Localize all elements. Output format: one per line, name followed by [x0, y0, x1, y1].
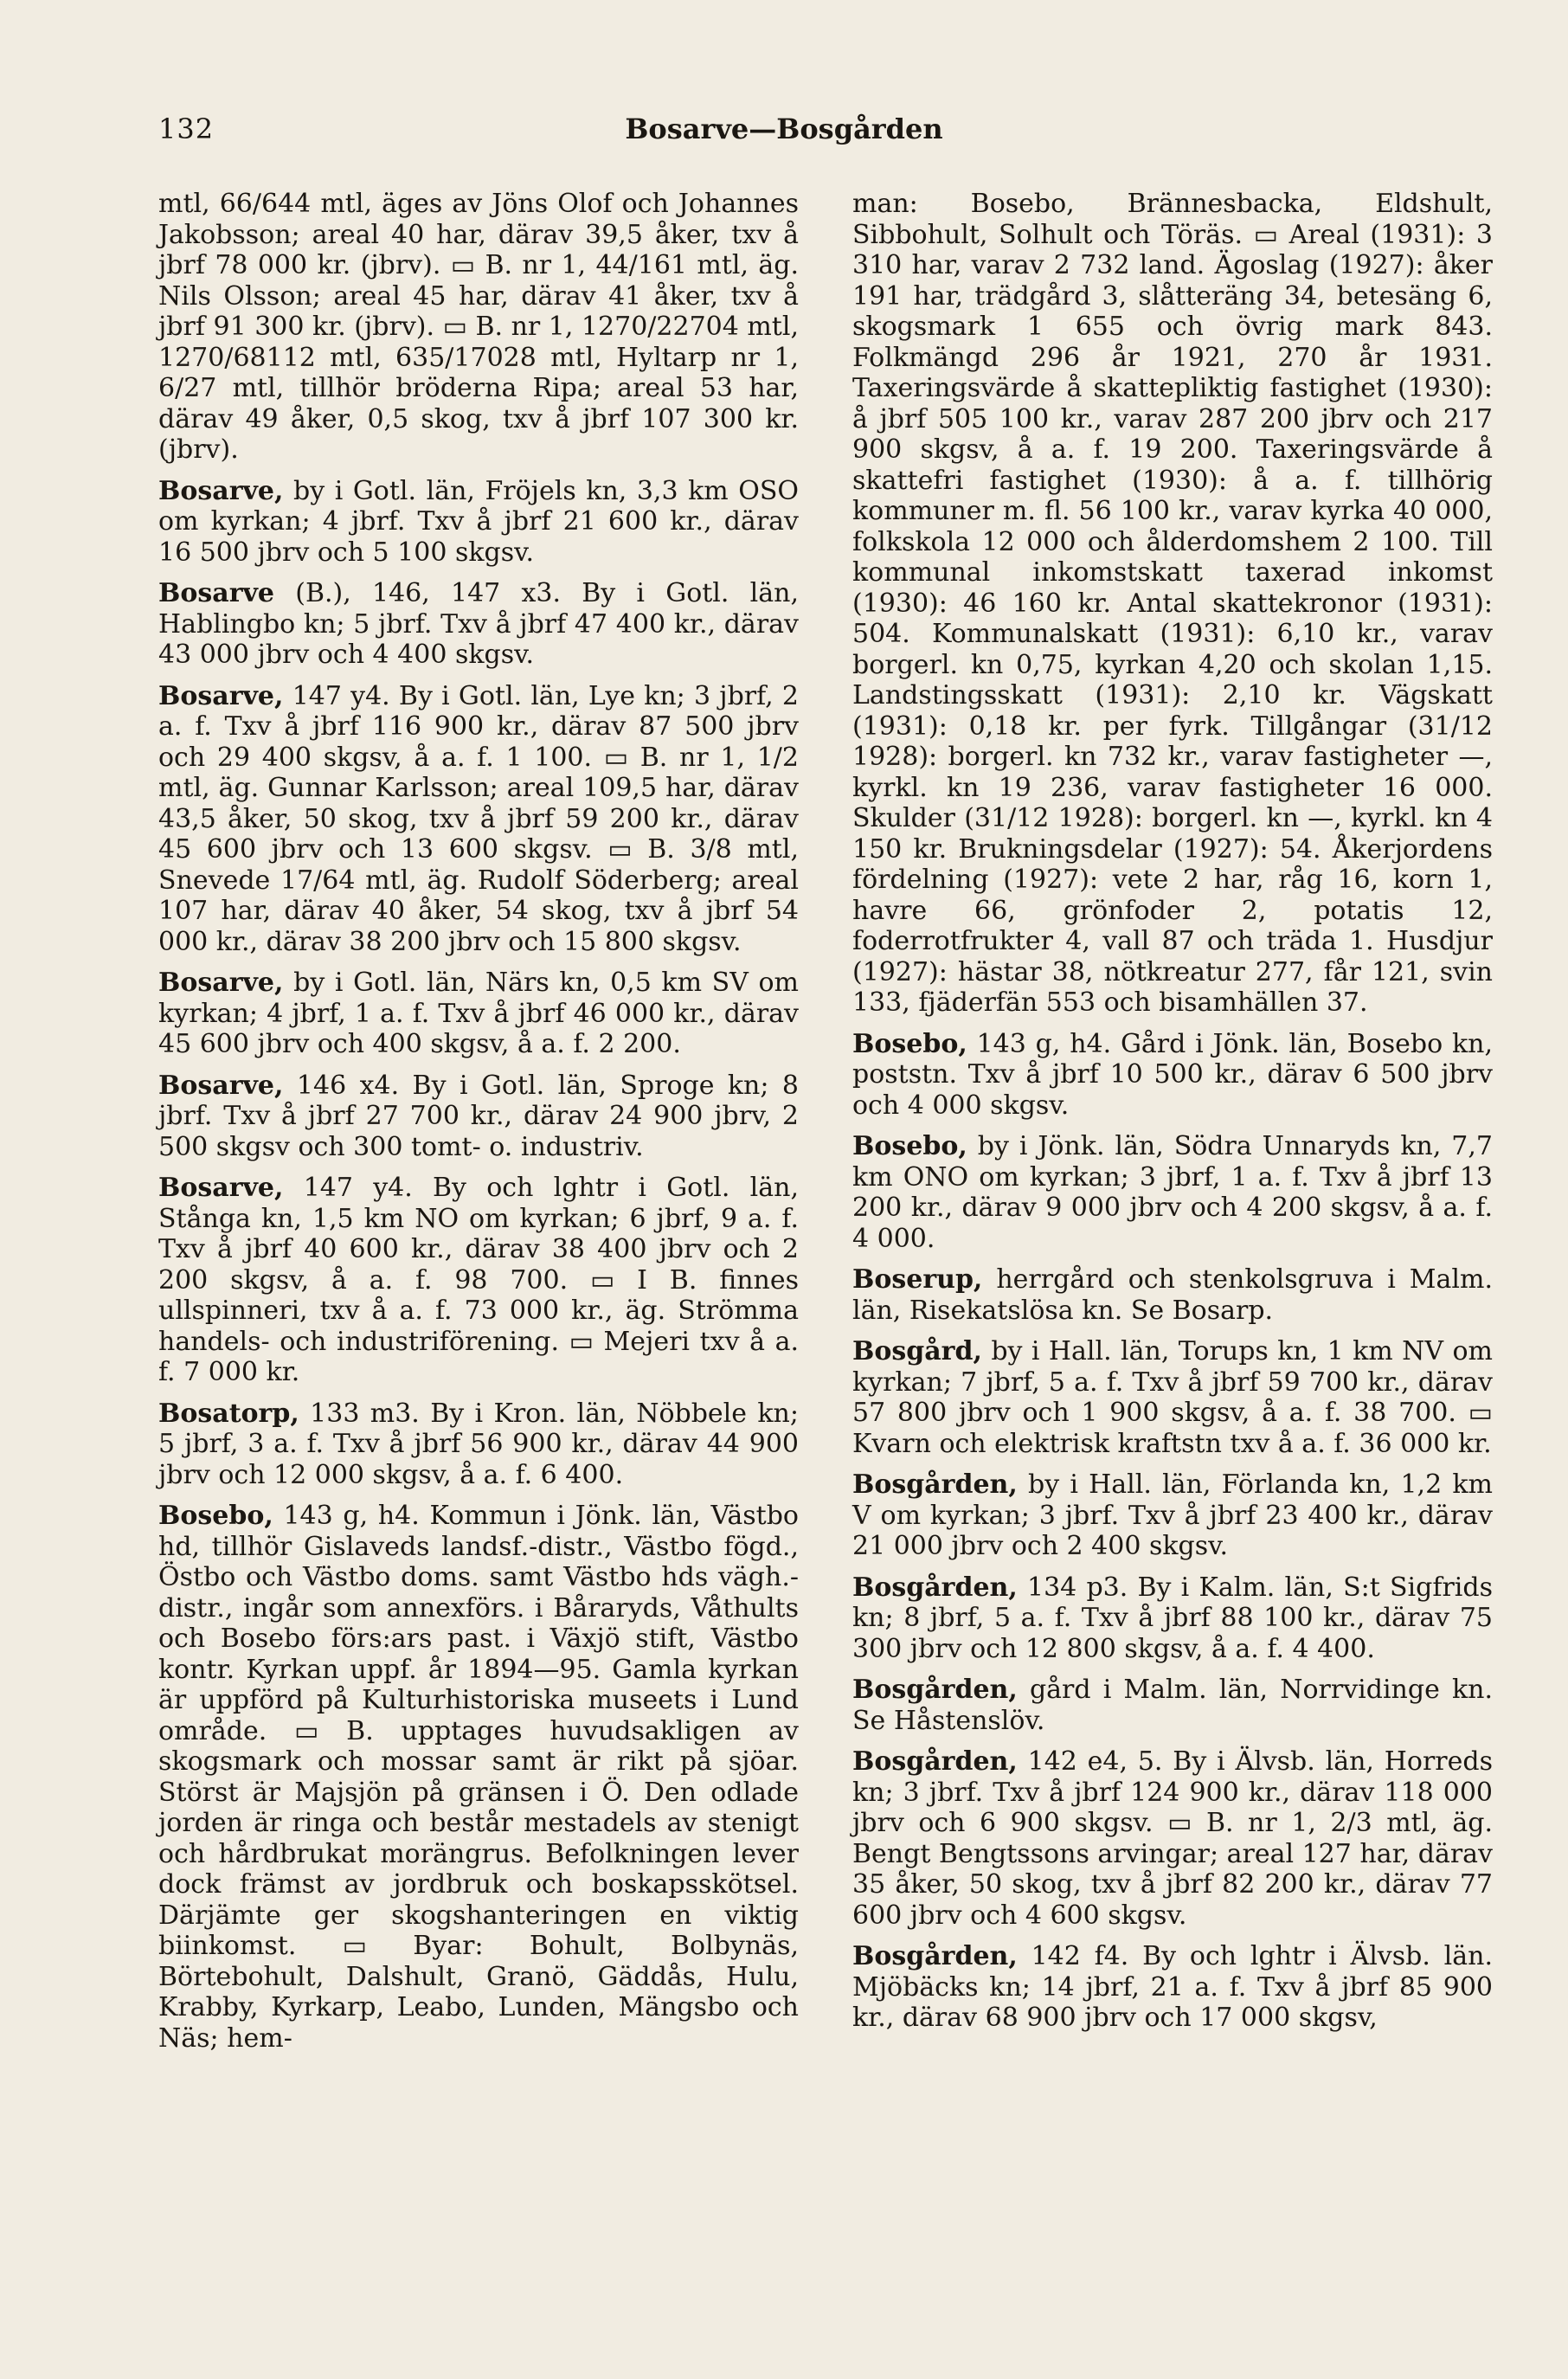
right-column	[852, 189, 1493, 2044]
entry-text: by i Gotl. län, Närs kn, 0,5 km SV om kyrkan; 4 jbrf, 1 a. f. Txv å jbrf 46 000 kr., därav 45 600 jbrv och 400 skgsv, å a. f. 2 200.	[158, 968, 800, 1059]
running-head: Bosarve—Bosgården	[625, 113, 943, 145]
entry-text: mtl, 66/644 mtl, äges av Jöns Olof och Johannes Jakobsson; areal 40 har, därav 39,5 åker, txv å jbrf 78 000 kr. (jbrv). ▭ B. nr 1, 44/161 mtl, äg. Nils Olsson; areal 45 har, därav 41 åker, txv å jbrf 91 300 kr. (jbrv). ▭ B. nr 1, 1270/22704 mtl, 1270/68112 mtl, 635/17028 mtl, Hyltarp nr 1, 6/27 mtl, tillhör bröderna Ripa; areal 53 har, därav 49 åker, 0,5 skog, txv å jbrf 107 300 kr. (jbrv).	[158, 189, 799, 465]
entry-text: 147 y4. By och lghtr i Gotl. län, Stånga kn, 1,5 km NO om kyrkan; 6 jbrf, 9 a. f. Txv å jbrf 40 600 kr., därav 38 400 jbrv och 2 200 skgsv, å a. f. 98 700. ▭ I B. finnes ullspinneri, txv å a. f. 73 000 kr., äg. Strömma handels- och industriförening. ▭ Mejeri txv å a. f. 7 000 kr.	[158, 1173, 799, 1387]
headword: Boserup,	[852, 1264, 983, 1295]
entry-text: 134 p3. By i Kalm. län, S:t Sigfrids kn; 8 jbrf, 5 a. f. Txv å jbrf 88 100 kr., därav 75 300 jbrv och 12 800 skgsv, å a. f. 4 400.	[852, 1572, 1493, 1664]
entry-text: gård i Malm. län, Norrvidinge kn. Se Håstenslöv.	[852, 1675, 1493, 1736]
entry-text: by i Hall. län, Torups kn, 1 km NV om kyrkan; 7 jbrf, 5 a. f. Txv å jbrf 59 700 kr., därav 57 800 jbrv och 1 900 skgsv, å a. f. 38 700. ▭ Kvarn och elektrisk kraftstn txv å a. f. 36 000 kr.	[852, 1336, 1493, 1459]
entry-text: by i Hall. län, Förlanda kn, 1,2 km V om kyrkan; 3 jbrf. Txv å jbrf 23 400 kr., därav 21 000 jbrv och 2 400 skgsv.	[852, 1469, 1493, 1561]
entry-text: 142 e4, 5. By i Älvsb. län, Horreds kn; 3 jbrf. Txv å jbrf 124 900 kr., därav 118 000 jbrv och 6 900 skgsv. ▭ B. nr 1, 2/3 mtl, äg. Bengt Bengtssons arvingar; areal 127 har, därav 35 åker, 50 skog, txv å jbrf 82 200 kr., därav 77 600 jbrv och 4 600 skgsv.	[852, 1746, 1493, 1931]
entry	[158, 681, 799, 958]
headword: Bosarve,	[158, 680, 284, 711]
headword: Bosgården,	[852, 1746, 1018, 1777]
entry	[852, 1469, 1493, 1562]
entry	[852, 1264, 1493, 1326]
headword: Bosgården,	[852, 1675, 1018, 1705]
page-number: 132	[158, 113, 215, 145]
entry	[852, 1746, 1493, 1931]
headword: Bosarve	[158, 578, 275, 608]
headword: Bosebo,	[158, 1501, 273, 1531]
headword: Bosarve,	[158, 475, 284, 506]
entry	[158, 1398, 799, 1491]
headword: Bosarve,	[158, 1070, 284, 1101]
entry-text: 147 y4. By i Gotl. län, Lye kn; 3 jbrf, 2 a. f. Txv å jbrf 116 900 kr., därav 87 500 jbrv och 29 400 skgsv, å a. f. 1 100. ▭ B. nr 1, 1/2 mtl, äg. Gunnar Karlsson; areal 109,5 har, därav 43,5 åker, 50 skog, txv å jbrf 59 200 kr., därav 45 600 jbrv och 13 600 skgsv. ▭ B. 3/8 mtl, Snevede 17/64 mtl, äg. Rudolf Söderberg; areal 107 har, därav 40 åker, 54 skog, txv å jbrf 54 000 kr., därav 38 200 jbrv och 15 800 skgsv.	[158, 680, 799, 957]
entry-text: (B.), 146, 147 x3. By i Gotl. län, Hablingbo kn; 5 jbrf. Txv å jbrf 47 400 kr., därav 43 000 jbrv och 4 400 skgsv.	[158, 578, 799, 670]
left-column	[158, 189, 799, 2064]
headword: Bosgård,	[852, 1336, 982, 1366]
headword: Bosgården,	[852, 1941, 1018, 1971]
headword: Bosebo,	[852, 1028, 967, 1059]
entry-text: by i Gotl. län, Fröjels kn, 3,3 km OSO om kyrkan; 4 jbrf. Txv å jbrf 21 600 kr., därav 16 500 jbrv och 5 100 skgsv.	[158, 475, 799, 568]
headword: Bosebo,	[852, 1131, 967, 1161]
entry	[158, 1071, 799, 1163]
entry-text: 143 g, h4. Gård i Jönk. län, Bosebo kn, poststn. Txv å jbrf 10 500 kr., därav 6 500 jbrv och 4 000 skgsv.	[852, 1028, 1493, 1121]
entry-text: man: Bosebo, Brännesbacka, Eldshult, Sibbohult, Solhult och Töräs. ▭ Areal (1931): 3 310 har, varav 2 732 land. Ägoslag (1927): åker 191 har, trädgård 3, slåtteräng 34, betesäng 6, skogsmark 1 655 och övrig mark 843. Folkmängd 296 år 1921, 270 år 1931. Taxeringsvärde å skattepliktig fastighet (1930): å jbrf 505 100 kr., varav 287 200 jbrv och 217 900 skgsv, å a. f. 19 200. Taxeringsvärde å skattefri fastighet (1930): å a. f. tillhörig kommuner m. fl. 56 100 kr., varav kyrka 40 000, folkskola 12 000 och ålderdomshem 2 100. Till kommunal inkomstskatt taxerad inkomst (1930): 46 160 kr. Antal skattekronor (1931): 504. Kommunalskatt (1931): 6,10 kr., varav borgerl. kn 0,75, kyrkan 4,20 och skolan 1,15. Landstingsskatt (1931): 2,10 kr. Vägskatt (1931): 0,18 kr. per fyrk. Tillgångar (31/12 1928): borgerl. kn 732 kr., varav fastigheter —, kyrkl. kn 19 236, varav fastigheter 16 000. Skulder (31/12 1928): borgerl. kn —, kyrkl. kn 4 150 kr. Brukningsdelar (1927): 54. Åkerjordens fördelning (1927): vete 2 har, råg 16, korn 1, havre 66, grönfoder 2, potatis 12, foderrotfrukter 4, vall 87 och träda 1. Husdjur (1927): hästar 38, nötkreatur 277, får 121, svin 133, fjäderfän 553 och bisamhällen 37.	[852, 189, 1493, 1018]
entry-text: 133 m3. By i Kron. län, Nöbbele kn; 5 jbrf, 3 a. f. Txv å jbrf 56 900 kr., därav 44 900 jbrv och 12 000 skgsv, å a. f. 6 400.	[158, 1398, 799, 1490]
entry	[158, 189, 799, 466]
entry-text: herrgård och stenkolsgruva i Malm. län, Risekatslösa kn. Se Bosarp.	[852, 1264, 1493, 1326]
entry	[158, 1501, 799, 2054]
headword: Bosatorp,	[158, 1398, 299, 1429]
entry	[158, 476, 799, 569]
headword: Bosgården,	[852, 1572, 1018, 1603]
entry	[852, 1029, 1493, 1122]
entry-text: 146 x4. By i Gotl. län, Sproge kn; 8 jbrf. Txv å jbrf 27 700 kr., därav 24 900 jbrv, 2 500 skgsv och 300 tomt- o. industriv.	[158, 1070, 799, 1162]
entry	[852, 1131, 1493, 1254]
headword: Bosarve,	[158, 968, 284, 998]
entry	[852, 189, 1493, 1019]
entry	[852, 1675, 1493, 1736]
headword: Bosarve,	[158, 1173, 284, 1203]
entry	[158, 968, 799, 1060]
entry-text: 143 g, h4. Kommun i Jönk. län, Västbo hd, tillhör Gislaveds landsf.-distr., Västbo fögd., Östbo och Västbo doms. samt Västbo hds vägh.-distr., ingår som annexförs. i Båraryds, Våthults och Bosebo förs:ars past. i Växjö stift, Västbo kontr. Kyrkan uppf. år 1894—95. Gamla kyrkan är uppförd på Kulturhistoriska museets i Lund område. ▭ B. upptages huvudsakligen av skogsmark och mossar samt är rikt på sjöar. Störst är Majsjön på gränsen i Ö. Den odlade jorden är ringa och består mestadels av stenigt och hårdbrukat morängrus. Befolkningen lever dock främst av jordbruk och boskapsskötsel. Därjämte ger skogshanteringen en viktig biinkomst. ▭ Byar: Bohult, Bolbynäs, Börtebohult, Dalshult, Granö, Gäddås, Hulu, Krabby, Kyrkarp, Leabo, Lunden, Mängsbo och Näs; hem-	[158, 1501, 799, 2054]
entry	[852, 1336, 1493, 1459]
entry	[158, 578, 799, 671]
entry	[852, 1572, 1493, 1665]
entry-text: 142 f4. By och lghtr i Älvsb. län. Mjöbäcks kn; 14 jbrf, 21 a. f. Txv å jbrf 85 900 kr., därav 68 900 jbrv och 17 000 skgsv,	[852, 1941, 1493, 2033]
headword: Bosgården,	[852, 1469, 1018, 1500]
entry	[852, 1941, 1493, 2034]
entry	[158, 1173, 799, 1388]
entry-text: by i Jönk. län, Södra Unnaryds kn, 7,7 km ONO om kyrkan; 3 jbrf, 1 a. f. Txv å jbrf 13 200 kr., därav 9 000 jbrv och 4 200 skgsv, å a. f. 4 000.	[852, 1131, 1494, 1254]
